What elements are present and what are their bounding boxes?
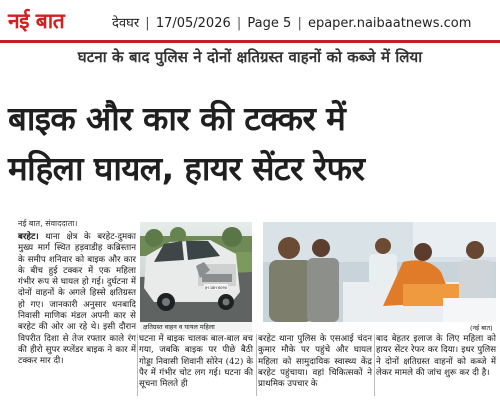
- damaged-car-photo: [140, 222, 252, 322]
- article-column-2: [139, 334, 253, 390]
- car-illustration: [140, 222, 252, 322]
- meta-separator: |: [297, 16, 302, 31]
- article-byline: नई बात, संवाददाता।: [18, 219, 78, 228]
- article-kicker: घटना के बाद पुलिस ने दोनों क्षतिग्रस्त वाहनों को कब्जे में लिया: [77, 48, 423, 66]
- column-2-text: घटना में बाइक चालक बाल-बाल बच गया, जबकि बाइक पर पीछे बैठी गोड्डा निवासी शिवानी सोरेन (42) के पैर में गंभीर चोट लग गई। घटना की सूचना मिलते ही: [139, 334, 253, 390]
- headline-line-2: महिला घायल, हायर सेंटर रेफर: [8, 149, 365, 188]
- edition-date: 17/05/2026: [155, 16, 231, 31]
- meta-separator: |: [236, 16, 242, 31]
- page-number: Page 5: [247, 16, 292, 31]
- headline-line-1: बाइक और कार की टक्कर में: [8, 99, 346, 138]
- injured-woman-photo: [263, 222, 496, 322]
- meta-separator: |: [145, 16, 150, 31]
- hospital-illustration: [263, 222, 496, 322]
- epaper-url[interactable]: epaper.naibaatnews.com: [307, 16, 472, 31]
- masthead: [0, 0, 500, 44]
- column-1-text: थाना क्षेत्र के बरहेट-दुमका मुख्य मार्ग स्थित हड़वाडीह कब्रिस्तान के समीप शनिवार को बाइक और कार के बीच हुई टक्कर में एक महिला गंभीर रूप से घायल हो गई। दुर्घटना में दोनों वाहनों के अगले हिस्से क्षतिग्रस्त हो गए। जानकारी अनुसार धनबादि निवासी माणिक मंडल अपनी कार से बरहेट की ओर आ रहे थे। इसी दौरान विपरीत दिशा से तेज रफ्तार काले रंग की हीरो सुपर स्प्लेंडर बाइक ने कार में टक्कर मार दी।: [18, 232, 136, 367]
- article-column-4: [376, 334, 496, 379]
- article-dateline: बरहेट।: [18, 232, 39, 242]
- edition-city: देवघर: [112, 16, 140, 31]
- column-divider: [256, 334, 257, 396]
- column-divider: [374, 334, 375, 396]
- column-3-text: बरहेट थाना पुलिस के एसआई चंदन कुमार मौके पर पहुंचे और घायल महिला को सामुदायिक स्वास्थ्य केंद्र बरहेट पहुंचाया। वहां चिकित्सकों ने प्राथमिक उपचार के: [258, 334, 372, 390]
- column-4-text: बाद बेहतर इलाज के लिए महिला को हायर सेंटर रेफर कर दिया। इधर पुलिस ने दोनों क्षतिग्रस्त वाहनों को कब्जे में लेकर मामले की जांच शुरू कर दी है।: [376, 334, 496, 378]
- article-column-3: [258, 334, 372, 390]
- article-column-1: [18, 232, 136, 368]
- logo-text: नई बात: [8, 9, 65, 33]
- photo-caption: क्षतिग्रस्त वाहन व घायल महिला: [140, 322, 252, 332]
- article-headline: [8, 94, 498, 194]
- column-divider: [137, 334, 138, 396]
- edition-meta: [112, 13, 471, 31]
- photo-credit: (नई बात): [470, 324, 493, 332]
- license-plate: JH 18H 6090: [205, 286, 227, 290]
- newspaper-logo[interactable]: [8, 6, 64, 36]
- masthead-divider: [0, 40, 500, 43]
